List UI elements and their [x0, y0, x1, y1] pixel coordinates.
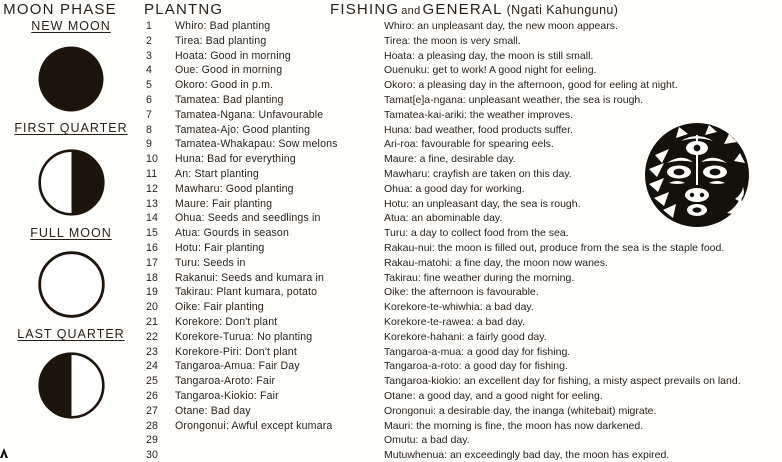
fishing-entry: Tamatea-kai-ariki: the weather improves. — [384, 108, 574, 121]
phase-label-full-moon: FULL MOON — [30, 226, 112, 240]
planting-row — [146, 108, 384, 123]
day-number: 29 — [146, 434, 159, 447]
day-number: 16 — [146, 241, 159, 254]
planting-entry: Tamatea-Whakapau: Sow melons — [175, 138, 338, 151]
day-number: 22 — [146, 330, 159, 343]
planting-row — [146, 389, 384, 404]
planting-column-title: PLANTNG — [144, 1, 224, 18]
fishing-entry: Okoro: a pleasing day in the afternoon, good for eeling at night. — [384, 79, 678, 92]
fishing-entry: Korekore-te-whiwhia: a bad day. — [384, 301, 534, 314]
planting-row — [146, 433, 384, 448]
day-number: 13 — [146, 197, 159, 210]
day-number: 1 — [146, 20, 153, 32]
planting-row — [146, 300, 384, 315]
fishing-entry: Korekore-te-rawea: a bad day. — [384, 315, 526, 328]
fishing-title-general: GENERAL — [422, 1, 503, 18]
day-number: 12 — [146, 182, 159, 195]
day-number: 20 — [146, 301, 159, 314]
fishing-column-title — [330, 1, 618, 18]
planting-entry: Oike: Fair planting — [175, 301, 264, 314]
planting-row — [146, 93, 384, 108]
fishing-entry: Ouenuku: get to work! A good night for eeling. — [384, 64, 597, 77]
planting-entry: Orongonui: Awful except kumara — [175, 419, 333, 432]
planting-entry: Otane: Bad day — [175, 404, 251, 417]
day-number: 18 — [146, 271, 159, 284]
planting-row — [146, 167, 384, 182]
fishing-title-iwi-note: (Ngati Kahungunu) — [506, 3, 619, 17]
planting-entry: Atua: Gourds in season — [175, 227, 290, 240]
planting-row — [146, 448, 384, 462]
planting-row — [146, 78, 384, 93]
planting-entry: Hoata: Good in morning — [175, 49, 291, 62]
day-number: 6 — [146, 93, 153, 106]
planting-entry: Tamatea-Ngana: Unfavourable — [175, 108, 324, 121]
planting-row — [146, 182, 384, 197]
planting-row — [146, 359, 384, 374]
day-number: 28 — [146, 419, 159, 432]
fishing-entry: Huna: bad weather, food products suffer. — [384, 123, 573, 136]
fishing-entry: Maure: a fine, desirable day. — [384, 153, 516, 166]
scan-artifact-mark — [0, 446, 10, 458]
fishing-entry: Oike: the afternoon is favourable. — [384, 286, 539, 299]
day-number: 7 — [146, 108, 153, 121]
planting-row — [146, 226, 384, 241]
planting-row — [146, 271, 384, 286]
day-number: 8 — [146, 123, 153, 136]
fishing-entry: Hotu: an unpleasant day, the sea is rough. — [384, 197, 581, 210]
planting-row — [146, 256, 384, 271]
day-number: 26 — [146, 389, 159, 402]
fishing-entry: Mawharu: crayfish are taken on this day. — [384, 167, 572, 180]
fishing-entry: Takirau: fine weather during the morning. — [384, 271, 575, 284]
planting-row — [146, 197, 384, 212]
planting-entry: Tamatea: Bad planting — [175, 93, 284, 106]
planting-rows — [146, 19, 384, 462]
fishing-entry: Mutuwhenua: an exceedingly bad day, the moon has expired. — [384, 449, 670, 462]
day-number: 23 — [146, 345, 159, 358]
planting-row — [146, 63, 384, 78]
full-moon-icon — [38, 251, 105, 318]
new-moon-icon — [37, 45, 105, 113]
planting-entry: Korekore: Don't plant — [175, 315, 278, 328]
fishing-entry: Tangaroa-a-roto: a good day for fishing. — [384, 360, 568, 373]
fishing-entry: Ari-roa: favourable for spearing eels. — [384, 138, 554, 151]
planting-entry: Maure: Fair planting — [175, 197, 273, 210]
day-number: 27 — [146, 404, 159, 417]
planting-entry: Turu: Seeds in — [175, 256, 246, 269]
fishing-entry: Hoata: a pleasing day, the moon is still small. — [384, 49, 594, 62]
fishing-title-and: and — [401, 5, 421, 17]
fishing-entry: Rakau-matohi: a fine day, the moon now wanes. — [384, 256, 608, 269]
day-number: 11 — [146, 167, 158, 180]
phase-label-first-quarter: FIRST QUARTER — [14, 121, 128, 135]
moon-phase-column-title: MOON PHASE — [3, 1, 117, 18]
planting-row — [146, 211, 384, 226]
fishing-rows — [384, 19, 782, 462]
planting-entry: Okoro: Good in p.m. — [175, 79, 274, 92]
fishing-entry: Korekore-hahani: a fairly good day. — [384, 330, 547, 343]
phase-label-last-quarter: LAST QUARTER — [17, 327, 125, 341]
planting-entry: Tangaroa-Aroto: Fair — [175, 375, 276, 388]
planting-entry: Huna: Bad for everything — [175, 153, 296, 166]
planting-row — [146, 137, 384, 152]
day-number: 30 — [146, 449, 159, 462]
planting-row — [146, 330, 384, 345]
fishing-entry: Otane: a good day, and a good night for eeling. — [384, 389, 603, 402]
planting-row — [146, 285, 384, 300]
first-quarter-moon-icon — [38, 149, 105, 216]
day-number: 10 — [146, 153, 159, 166]
planting-row — [146, 34, 384, 49]
planting-entry: Tirea: Bad planting — [175, 34, 267, 47]
planting-entry: Tangaroa-Kiokio: Fair — [175, 389, 279, 402]
planting-row — [146, 345, 384, 360]
last-quarter-moon-icon — [38, 352, 105, 419]
planting-entry: Tangaroa-Amua: Fair Day — [175, 360, 300, 373]
fishing-entry: Rakau-nui: the moon is filled out, produce from the sea is the staple food. — [384, 241, 725, 254]
planting-entry: Korekore-Piri: Don't plant — [175, 345, 297, 358]
fishing-entry: Ohua: a good day for working. — [384, 182, 525, 195]
phase-label-new-moon: NEW MOON — [31, 19, 111, 33]
fishing-entry: Turu: a day to collect food from the sea. — [384, 227, 569, 240]
day-number: 24 — [146, 360, 159, 373]
planting-row — [146, 404, 384, 419]
planting-entry: Whiro: Bad planting — [175, 20, 271, 32]
fishing-entry: Tirea: the moon is very small. — [384, 34, 521, 47]
fishing-entry: Whiro: an unpleasant day, the new moon appears. — [384, 20, 618, 32]
planting-row — [146, 419, 384, 434]
planting-row — [146, 374, 384, 389]
planting-row — [146, 241, 384, 256]
day-number: 2 — [146, 34, 153, 47]
day-number: 3 — [146, 49, 153, 62]
day-number: 25 — [146, 375, 159, 388]
planting-entry: Rakanui: Seeds and kumara in — [175, 271, 325, 284]
day-number: 15 — [146, 227, 159, 240]
day-number: 19 — [146, 286, 159, 299]
planting-row — [146, 49, 384, 64]
day-number: 14 — [146, 212, 159, 225]
planting-entry: Tamatea-Ajo: Good planting — [175, 123, 311, 136]
fishing-entry: Tangaroa-a-mua: a good day for fishing. — [384, 345, 571, 358]
fishing-entry: Omutu: a bad day. — [384, 434, 470, 447]
fishing-entry: Tangaroa-kiokio: an excellent day for fishing, a misty aspect prevails on land. — [384, 375, 741, 388]
day-number: 4 — [146, 64, 153, 77]
planting-entry: Mawharu: Good planting — [175, 182, 294, 195]
day-number: 5 — [146, 79, 153, 92]
planting-entry: Hotu: Fair planting — [175, 241, 265, 254]
planting-row — [146, 123, 384, 138]
day-number: 21 — [146, 315, 159, 328]
planting-entry: Korekore-Turua: No planting — [175, 330, 313, 343]
fishing-entry: Orongonui: a desirable day, the inanga (whitebait) migrate. — [384, 404, 657, 417]
day-number: 9 — [146, 138, 153, 151]
planting-entry: Ohua: Seeds and seedlings in — [175, 212, 321, 225]
planting-row — [146, 315, 384, 330]
planting-entry: Takirau: Plant kumara, potato — [175, 286, 318, 299]
maori-mask-icon — [643, 121, 751, 229]
planting-entry: An: Start planting — [175, 167, 259, 180]
planting-row — [146, 19, 384, 34]
fishing-entry: Tamat[e]a-ngana: unpleasant weather, the sea is rough. — [384, 93, 644, 106]
fishing-title-main: FISHING — [330, 1, 400, 18]
planting-row — [146, 152, 384, 167]
fishing-entry: Atua: an abominable day. — [384, 212, 503, 225]
planting-entry: Oue: Good in morning — [175, 64, 283, 77]
fishing-entry: Mauri: the morning is fine, the moon has now darkened. — [384, 419, 644, 432]
day-number: 17 — [146, 256, 159, 269]
